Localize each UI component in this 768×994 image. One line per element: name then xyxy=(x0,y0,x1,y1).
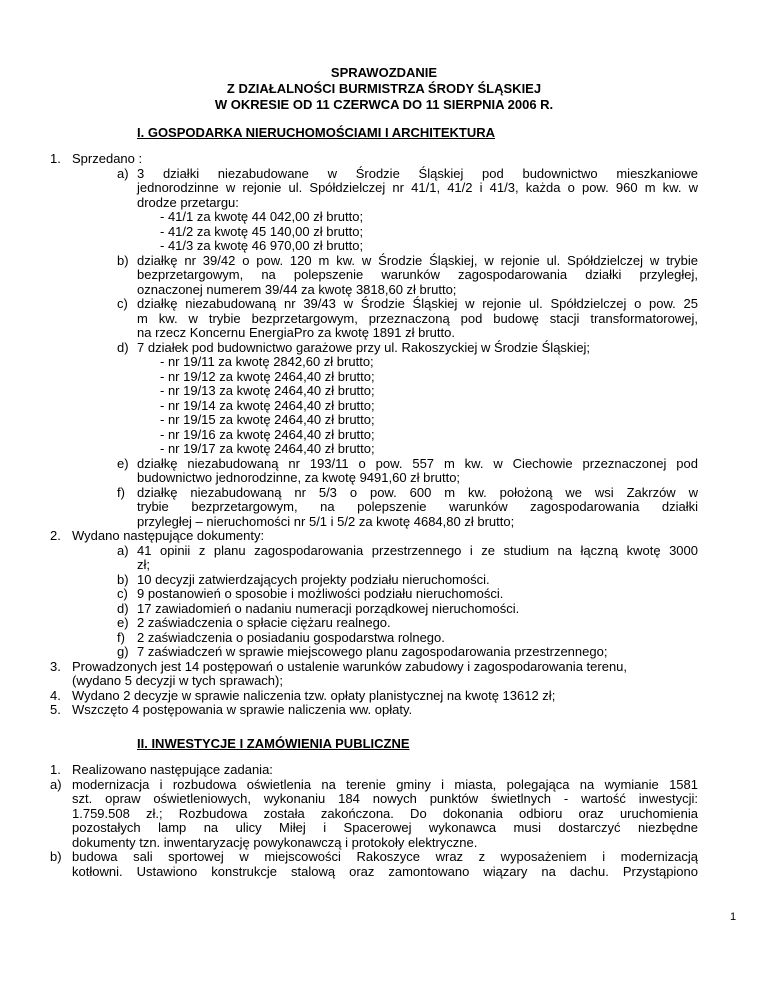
item-2c-text: 9 postanowień o sposobie i możliwości podziału nieruchomości. xyxy=(137,586,504,601)
s2-item-1a-line: modernizacja i rozbudowa oświetlenia na terenie gminy i miasta, polegająca na wymianie 1581 xyxy=(72,777,698,792)
item-1b-line: bezprzetargowym, na polepszenie warunków zagospodarowania działki przyległej, xyxy=(137,267,698,282)
s2-item-1b-line: budowa sali sportowej w miejscowości Rakoszyce wraz z wyposażeniem i modernizacją xyxy=(72,849,698,864)
item-1d-sub: - nr 19/12 za kwotę 2464,40 zł brutto; xyxy=(160,369,375,384)
item-2g-marker: g) xyxy=(117,644,129,659)
item-2-marker: 2. xyxy=(50,528,61,543)
item-1d-sub: - nr 19/16 za kwotę 2464,40 zł brutto; xyxy=(160,427,375,442)
item-2-text: Wydano następujące dokumenty: xyxy=(72,528,265,543)
s2-item-1a-marker: a) xyxy=(50,777,62,792)
item-1a-sub: - 41/1 za kwotę 44 042,00 zł brutto; xyxy=(160,209,364,224)
item-1d-sub: - nr 19/17 za kwotę 2464,40 zł brutto; xyxy=(160,441,375,456)
item-2e-marker: e) xyxy=(117,615,129,630)
item-1b-line: działkę nr 39/42 o pow. 120 m kw. w Środzie Śląskiej, w rejonie ul. Spółdzielczej w trybie xyxy=(137,253,698,268)
item-1c-line: na rzecz Koncernu EnergiaPro za kwotę 1891 zł brutto. xyxy=(137,325,455,340)
item-1f-marker: f) xyxy=(117,485,125,500)
page-number: 1 xyxy=(730,911,737,923)
s2-item-1b-line: kotłowni. Ustawiono konstrukcje stalową oraz zamontowano wiązary na dachu. Przystąpiono xyxy=(72,864,698,879)
item-1c-line: m kw. w trybie bezprzetargowym, przeznaczoną pod budowę stacji transformatorowej, xyxy=(137,311,698,326)
item-1-text: Sprzedano : xyxy=(72,151,143,166)
item-1d-sub: - nr 19/15 za kwotę 2464,40 zł brutto; xyxy=(160,412,375,427)
item-2b-marker: b) xyxy=(117,572,129,587)
item-2f-text: 2 zaświadczenia o posiadaniu gospodarstwa rolnego. xyxy=(137,630,445,645)
item-5-marker: 5. xyxy=(50,702,61,717)
item-1a-line: drodze przetargu: xyxy=(137,195,239,210)
item-2e-text: 2 zaświadczenia o spłacie ciężaru realnego. xyxy=(137,615,391,630)
item-1c-marker: c) xyxy=(117,296,128,311)
item-1a-sub: - 41/2 za kwotę 45 140,00 zł brutto; xyxy=(160,224,364,239)
item-1c-line: działkę niezabudowaną nr 39/43 w Środzie Śląskiej w rejonie ul. Spółdzielczej o pow. 25 xyxy=(137,296,698,311)
s2-item-1-marker: 1. xyxy=(50,762,61,777)
item-1d-sub: - nr 19/14 za kwotę 2464,40 zł brutto; xyxy=(160,398,375,413)
item-2f-marker: f) xyxy=(117,630,125,645)
report-title-line-2: Z DZIAŁALNOŚCI BURMISTRZA ŚRODY ŚLĄSKIEJ xyxy=(226,81,542,96)
item-2a-line: zł; xyxy=(137,557,150,572)
item-2d-marker: d) xyxy=(117,601,129,616)
item-1e-line: budownictwo jednorodzinne, za kwotę 9491,60 zł brutto; xyxy=(137,470,461,485)
item-1a-marker: a) xyxy=(117,166,129,181)
item-2a-marker: a) xyxy=(117,543,129,558)
item-1e-line: działkę niezabudowaną nr 193/11 o pow. 557 m kw. w Ciechowie przeznaczonej pod xyxy=(137,456,698,471)
section-1-title: I. GOSPODARKA NIERUCHOMOŚCIAMI I ARCHITEKTURA xyxy=(137,125,495,140)
item-5-text: Wszczęto 4 postępowania w sprawie naliczenia ww. opłaty. xyxy=(72,702,413,717)
item-1f-line: działkę niezabudowaną nr 5/3 o pow. 600 m kw. położoną we wsi Zakrzów w xyxy=(137,485,698,500)
item-1e-marker: e) xyxy=(117,456,129,471)
item-1a-sub: - 41/3 za kwotę 46 970,00 zł brutto; xyxy=(160,238,364,253)
item-1b-line: oznaczonej numerem 39/44 za kwotę 3818,60 zł brutto; xyxy=(137,282,457,297)
item-4-text: Wydano 2 decyzje w sprawie naliczenia tzw. opłaty planistycznej na kwotę 13612 zł; xyxy=(72,688,556,703)
s2-item-1a-line: dokumenty tzn. inwentaryzację powykonawczą i protokoły elektryczne. xyxy=(72,835,478,850)
item-2b-text: 10 decyzji zatwierdzających projekty podziału nieruchomości. xyxy=(137,572,490,587)
item-1a-line: 3 działki niezabudowane w Środzie Śląskiej pod budownictwo mieszkaniowe xyxy=(137,166,698,181)
s2-item-1a-line: pozostałych lamp na ulicy Miłej i Spacerowej wykonawca musi dostarczyć niezbędne xyxy=(72,820,698,835)
item-1d-sub: - nr 19/13 za kwotę 2464,40 zł brutto; xyxy=(160,383,375,398)
item-2g-text: 7 zaświadczeń w sprawie miejscowego planu zagospodarowania przestrzennego; xyxy=(137,644,608,659)
report-title-line-3: W OKRESIE OD 11 CZERWCA DO 11 SIERPNIA 2006 R. xyxy=(214,97,554,112)
item-1d-marker: d) xyxy=(117,340,129,355)
s2-item-1a-line: szt. opraw oświetleniowych, wykonaniu 184 nowych punktów świetlnych - wartość inwestycji: xyxy=(72,791,698,806)
item-1f-line: przyległej – nieruchomości nr 5/1 i 5/2 za kwotę 4684,80 zł brutto; xyxy=(137,514,515,529)
item-1d-line: 7 działek pod budownictwo garażowe przy ul. Rakoszyckiej w Środzie Śląskiej; xyxy=(137,340,591,355)
item-4-marker: 4. xyxy=(50,688,61,703)
item-1-marker: 1. xyxy=(50,151,61,166)
s2-item-1-text: Realizowano następujące zadania: xyxy=(72,762,273,777)
item-1f-line: trybie bezprzetargowym, na polepszenie warunków zagospodarowania działki xyxy=(137,499,698,514)
item-1d-sub: - nr 19/11 za kwotę 2842,60 zł brutto; xyxy=(160,354,374,369)
item-2d-text: 17 zawiadomień o nadaniu numeracji porządkowej nieruchomości. xyxy=(137,601,520,616)
item-2a-line: 41 opinii z planu zagospodarowania przestrzennego i ze studium na łączną kwotę 3000 xyxy=(137,543,698,558)
s2-item-1a-line: 1.759.508 zł.; Rozbudowa została zakończona. Do dokonania odbioru oraz uruchomienia xyxy=(72,806,698,821)
item-3-line: Prowadzonych jest 14 postępowań o ustalenie warunków zabudowy i zagospodarowania terenu, xyxy=(72,659,628,674)
item-1a-line: jednorodzinne w rejonie ul. Spółdzielczej nr 41/1, 41/2 i 41/3, każda o pow. 960 m kw. w xyxy=(137,180,698,195)
section-2-title: II. INWESTYCJE I ZAMÓWIENIA PUBLICZNE xyxy=(137,736,410,751)
report-title-line-1: SPRAWOZDANIE xyxy=(330,65,438,80)
item-3-line: (wydano 5 decyzji w tych sprawach); xyxy=(72,673,283,688)
s2-item-1b-marker: b) xyxy=(50,849,62,864)
item-2c-marker: c) xyxy=(117,586,128,601)
item-3-marker: 3. xyxy=(50,659,61,674)
item-1b-marker: b) xyxy=(117,253,129,268)
